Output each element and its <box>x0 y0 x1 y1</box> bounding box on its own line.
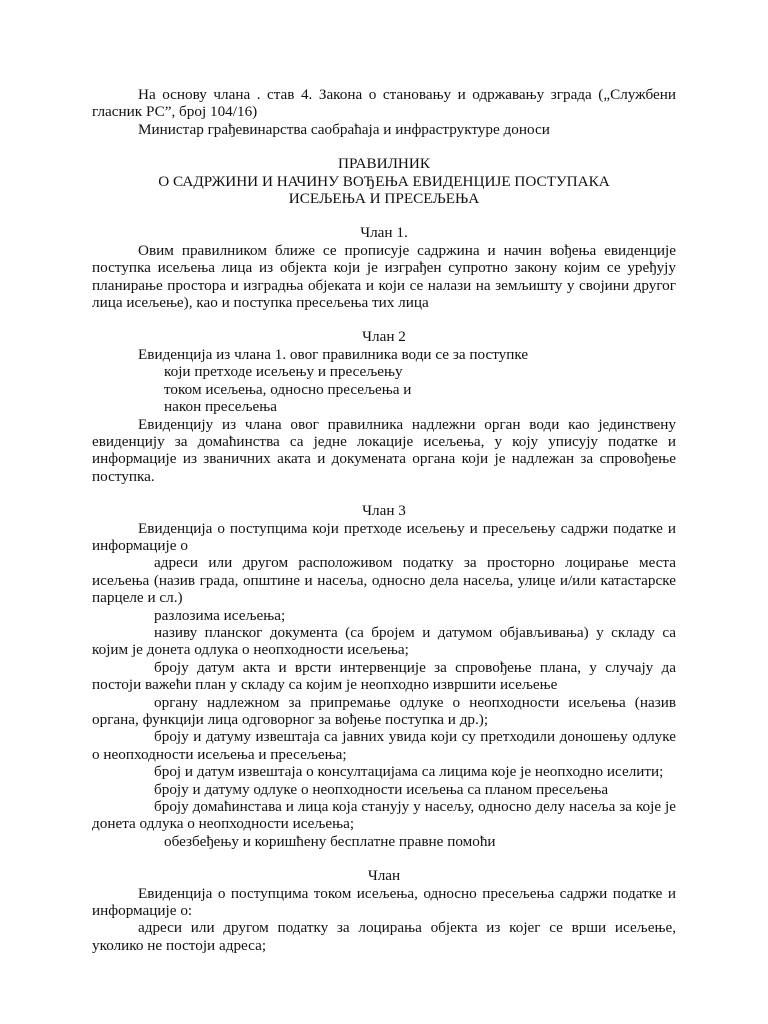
article-3-item: обезбеђењу и коришћену бесплатне правне помоћи <box>164 832 496 850</box>
document-subtitle-line2: ИСЕЉЕЊА И ПРЕСЕЉЕЊА <box>288 190 480 208</box>
article-3-item: броју домаћинстава и лица која станују у насељу, односно делу насеља за које је донета одлука о неопходности исељења; <box>92 798 676 833</box>
issuer-text: Министар грађевинарства саобраћаја и инфраструктуре доноси <box>138 120 550 138</box>
article-2-item: након пресељења <box>164 398 278 416</box>
article-1-text: Овим правилником ближе се прописује садржина и начин вођења евиденције поступка исељења лица из објекта који је изграђен супротно закону којим се уређују планирање простора и изградња објеката и који се налази на земљишту у својини другог лица исељење), као и поступка пресељења тих лица <box>92 241 676 312</box>
article-3-item: адреси или другом расположивом податку за просторно лоцирање места исељења (назив града, општине и насеља, односно дела насеља, улице и/или катастарске парцеле и сл.) <box>92 554 676 607</box>
article-4-item: адреси или другом податку за лоцирања објекта из којег се врши исељење, уколико не постоји адреса; <box>92 919 676 954</box>
article-1-heading: Члан 1. <box>360 224 408 242</box>
article-2-item: током исељења, односно пресељења и <box>164 380 412 398</box>
article-3-item: органу надлежном за припремање одлуке о неопходности исељења (назив органа, функцији лица одговорног за вођење поступка и др.); <box>92 693 676 728</box>
article-3-item: разлозима исељења; <box>154 606 286 624</box>
article-2-intro: Евиденција из члана 1. овог правилника води се за поступке <box>138 345 529 363</box>
article-3-heading: Члан 3 <box>362 502 406 520</box>
article-3-item: броју и датуму извештаја са јавних увида који су претходили доношењу одлуке о неопходности исељења и пресељења; <box>92 728 676 763</box>
article-3-item: броју и датуму одлуке о неопходности исељења са планом пресељења <box>154 780 609 798</box>
article-4-heading: Члан <box>367 867 401 885</box>
document-subtitle-line1: О САДРЖИНИ И НАЧИНУ ВОЂЕЊА ЕВИДЕНЦИЈЕ ПОСТУПАКА <box>158 172 610 190</box>
article-3-intro: Евиденција о поступцима који претходе исељењу и пресељењу садржи податке и информације о <box>92 519 676 554</box>
article-3-item: број и датум извештаја о консултацијама са лицима које је неопходно иселити; <box>154 763 664 781</box>
article-3-item: броју датум акта и врсти интервенције за спровођење плана, у случају да постоји важећи план у складу са којим је неопходно извршити исељење <box>92 658 676 694</box>
legal-basis-text: На основу члана . став 4. Закона о становању и одржавању зграда („Службени гласник РС”, број 104/16) <box>92 86 676 121</box>
article-2-heading: Члан 2 <box>362 328 406 346</box>
document-title: ПРАВИЛНИК <box>338 155 430 173</box>
article-2-text: Евиденцију из члана овог правилника надлежни орган води као јединствену евиденцију за домаћинства са једне локације исељења, у коју уписују податке и информације из званичних аката и докумената органа који је надлежан за спровођење поступка. <box>92 415 676 485</box>
article-2-item: који претходе исељењу и пресељењу <box>164 363 403 381</box>
document-body <box>92 86 676 954</box>
article-4-intro: Евиденција о поступцима током исељења, односно пресељења садржи податке и информације о: <box>92 884 676 920</box>
article-3-item: називу планског документа (са бројем и датумом објављивања) у складу са којим је донета одлука о неопходности исељења; <box>92 623 676 659</box>
